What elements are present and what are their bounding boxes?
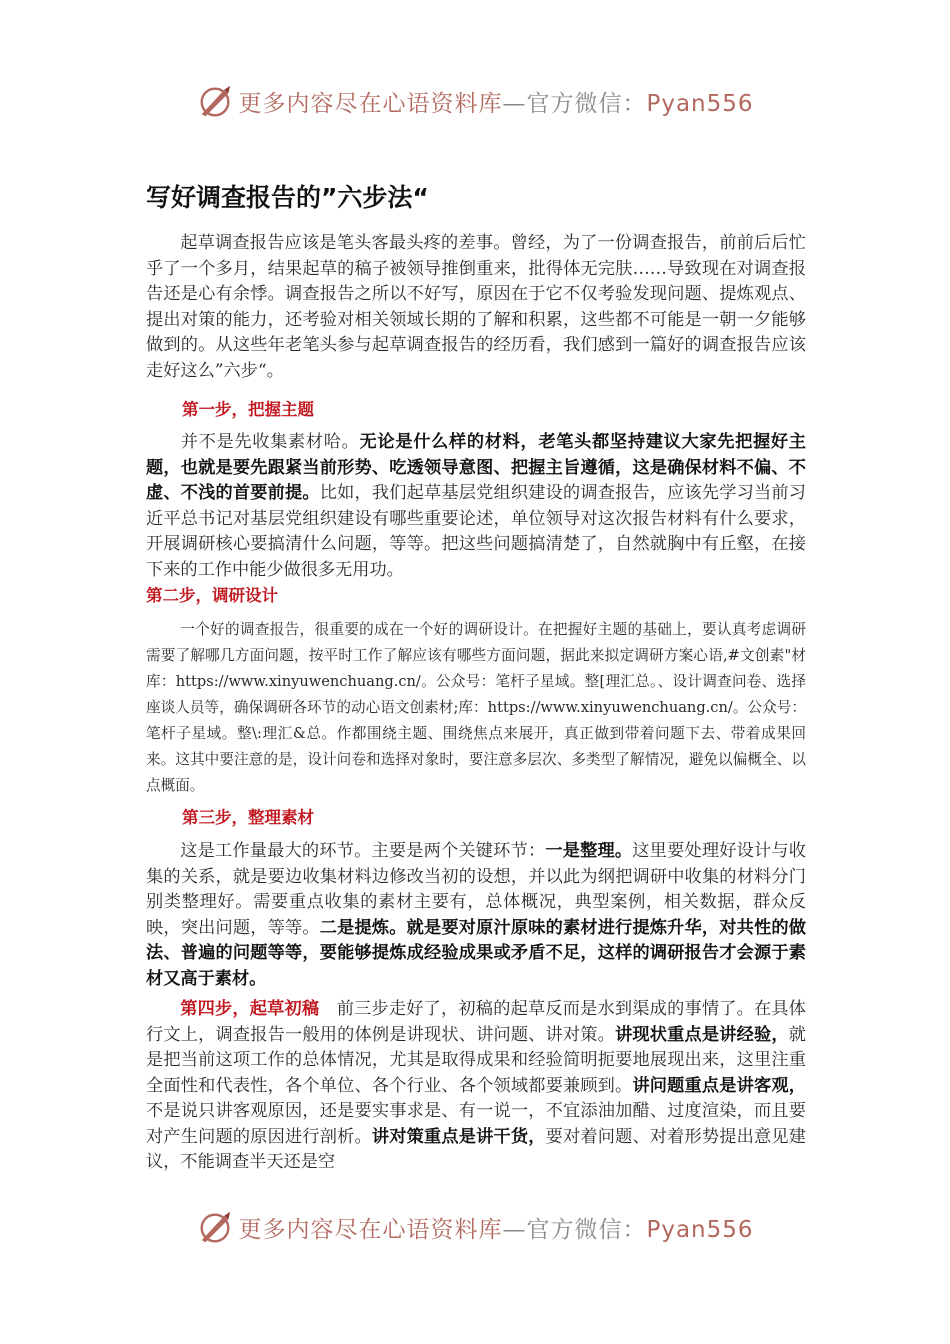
step2-paragraph: 一个好的调查报告，很重要的成在一个好的调研设计。在把握好主题的基础上，要认真考虑调研需要了解哪几方面问题，按平时工作了解应该有哪些方面问题，据此来拟定调研方案心语,#文创素"材库：https://www.xinyuwenchuang.cn/。公众号：笔杆子星域。整[理汇总。、设计调查问卷、选择座谈人员等，确保调研各环节的动心语文创素材;库：https://www.xinyuwenchuang.cn/。公众号：笔杆子星域。整\:理汇&总。作都围绕主题、围绕焦点来展开，真正做到带着问题下去、带着成果回来。这其中要注意的是，设计问卷和选择对象时，要注意多层次、多类型了解情况，避免以偏概全、以点概面。 [146,621,806,794]
intro-paragraph: 起草调查报告应该是笔头客最头疼的差事。曾经，为了一份调查报告，前前后后忙乎了一个多月，结果起草的稿子被领导推倒重来，批得体无完肤……导致现在对调查报告还是心有余悸。调查报告之所以不好写，原因在于它不仅考验发现问题、提炼观点、提出对策的能力，还考验对相关领域长期的了解和积累，这些都不可能是一朝一夕能够做到的。从这些年老笔头参与起草调查报告的经历看，我们感到一篇好的调查报告应该走好这么”六步“。 [146,233,806,381]
step1-heading: 第一步，把握主题 [182,400,314,419]
footer-banner [0,1208,950,1246]
step2-heading: 第二步，调研设计 [146,586,278,605]
banner-text: 更多内容尽在心语资料库—官方微信：Pyan556 [238,1216,754,1243]
pen-logo-icon [196,1208,234,1246]
step1-paragraph: 并不是先收集素材哈。无论是什么样的材料，老笔头都坚持建议大家先把握好主题，也就是要先跟紧当前形势、吃透领导意图、把握主旨遵循，这是确保材料不偏、不虚、不浅的首要前提。比如，我们起草基层党组织建设的调查报告，应该先学习当前习近平总书记对基层党组织建设有哪些重要论述，单位领导对这次报告材料有什么要求，开展调研核心要搞清什么问题，等等。把这些问题搞清楚了，自然就胸中有丘壑，在接下来的工作中能少做很多无用功。 [146,432,806,580]
step3-paragraph: 这是工作量最大的环节。主要是两个关键环节：一是整理。这里要处理好设计与收集的关系，就是要边收集材料边修改当初的设想，并以此为纲把调研中收集的材料分门别类整理好。需要重点收集的素材主要有，总体概况，典型案例，相关数据，群众反映，突出问题，等等。二是提炼。就是要对原汁原味的素材进行提炼升华，对共性的做法、普遍的问题等等，要能够提炼成经验成果或矛盾不足，这样的调研报告才会源于素材又高于素材。 [146,841,806,989]
document-title: 写好调查报告的”六步法“ [146,183,429,212]
pen-logo-icon [196,82,234,120]
banner-text: 更多内容尽在心语资料库—官方微信：Pyan556 [238,90,754,117]
step4-paragraph: 第四步，起草初稿 前三步走好了，初稿的起草反而是水到渠成的事情了。在具体行文上，调查报告一般用的体例是讲现状、讲问题、讲对策。讲现状重点是讲经验，就是把当前这项工作的总体情况，尤其是取得成果和经验简明扼要地展现出来，这里注重全面性和代表性，各个单位、各个行业、各个领域都要兼顾到。讲问题重点是讲客观，不是说只讲客观原因，还是要实事求是、有一说一，不宜添油加醋、过度渲染，而且要对产生问题的原因进行剖析。讲对策重点是讲干货，要对着问题、对着形势提出意见建议，不能调查半天还是空 [146,999,806,1172]
header-banner [0,82,950,120]
step4-heading: 第四步，起草初稿 [180,999,320,1019]
step3-heading: 第三步，整理素材 [182,808,314,827]
